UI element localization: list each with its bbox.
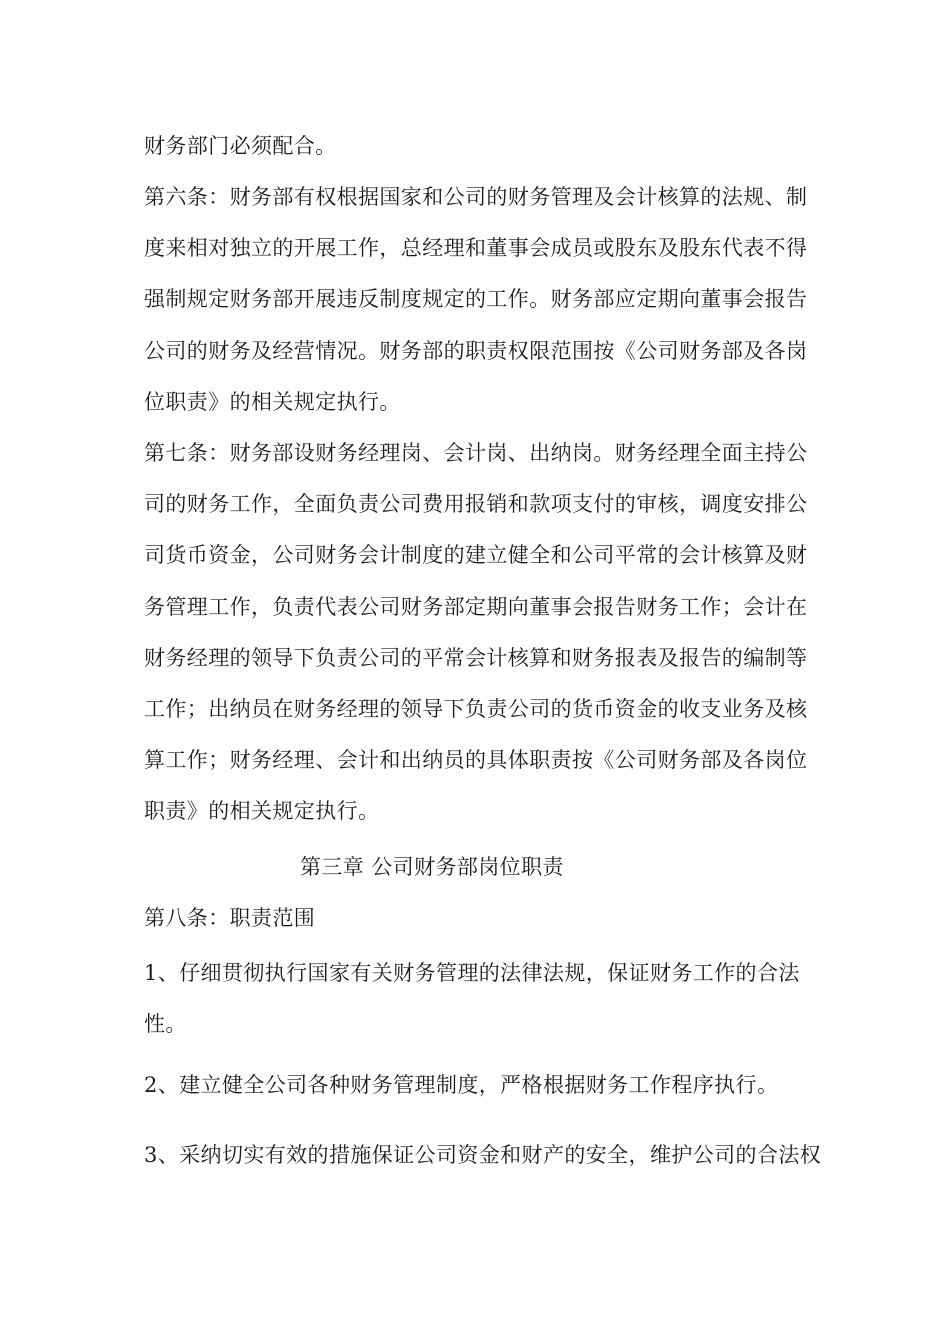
- article-heading: 第八条：职责范围: [144, 906, 316, 930]
- text-line: 司货币资金，公司财务会计制度的建立健全和公司平常的会计核算及财: [144, 543, 808, 567]
- text-line: 司的财务工作，全面负责公司费用报销和款项支付的审核，调度安排公: [144, 492, 808, 516]
- text-line: 性。: [144, 1012, 187, 1036]
- text-line: 强制规定财务部开展违反制度规定的工作。财务部应定期向董事会报告: [144, 287, 808, 311]
- text-line: 务管理工作，负责代表公司财务部定期向董事会报告财务工作；会计在: [144, 595, 808, 619]
- text-line: 位职责》的相关规定执行。: [144, 390, 401, 414]
- text-line: 公司的财务及经营情况。财务部的职责权限范围按《公司财务部及各岗: [144, 339, 808, 363]
- text-line: 算工作；财务经理、会计和出纳员的具体职责按《公司财务部及各岗位: [144, 748, 808, 772]
- text-line: 度来相对独立的开展工作，总经理和董事会成员或股东及股东代表不得: [144, 236, 808, 260]
- text-line: 财务部门必须配合。: [144, 134, 337, 158]
- text-line: 职责》的相关规定执行。: [144, 799, 380, 823]
- text-line: 2、建立健全公司各种财务管理制度，严格根据财务工作程序执行。: [144, 1073, 779, 1097]
- text-line: 3、采纳切实有效的措施保证公司资金和财产的安全，维护公司的合法权: [144, 1143, 822, 1167]
- text-line: 第七条：财务部设财务经理岗、会计岗、出纳岗。财务经理全面主持公: [144, 441, 808, 465]
- text-line: 第六条：财务部有权根据国家和公司的财务管理及会计核算的法规、制: [144, 185, 808, 209]
- text-line: 工作；出纳员在财务经理的领导下负责公司的货币资金的收支业务及核: [144, 697, 808, 721]
- text-line: 财务经理的领导下负责公司的平常会计核算和财务报表及报告的编制等: [144, 646, 808, 670]
- chapter-heading: 第三章 公司财务部岗位职责: [300, 855, 564, 879]
- text-line: 1、仔细贯彻执行国家有关财务管理的法律法规，保证财务工作的合法: [144, 961, 800, 985]
